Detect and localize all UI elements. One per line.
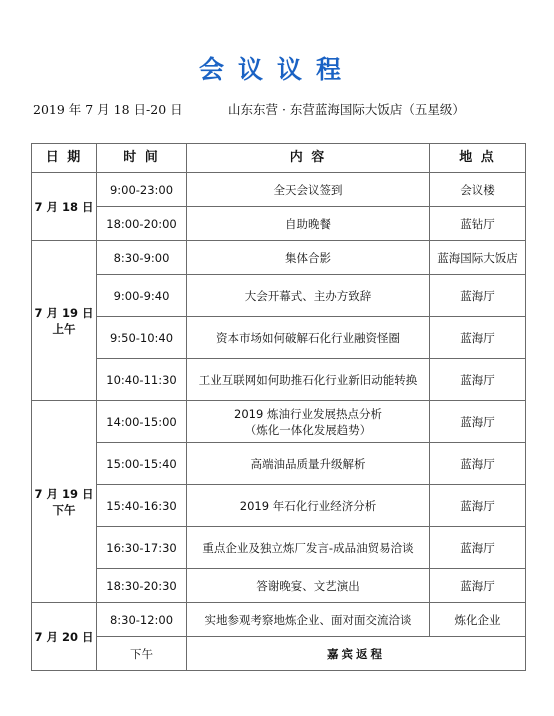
- content-cell: [187, 527, 430, 569]
- time-cell: 15:40-16:30: [97, 485, 187, 527]
- content-cell: [187, 637, 526, 671]
- date-cell: [32, 603, 97, 671]
- content-line: 重点企业及独立炼厂发言-成品油贸易洽谈: [202, 540, 414, 555]
- content-line: 2019 年石化行业经济分析: [239, 498, 377, 513]
- content-cell: [187, 401, 430, 443]
- place-cell: 蓝海厅: [430, 443, 526, 485]
- meeting-date: 2019 年 7 月 18 日-20 日: [33, 102, 183, 117]
- place-cell: 蓝钻厅: [430, 207, 526, 241]
- date-line: 上午: [52, 321, 76, 336]
- table-row: [32, 603, 526, 637]
- time-cell: 10:40-11:30: [97, 359, 187, 401]
- content-cell: [187, 603, 430, 637]
- page-title: 会议议程: [198, 55, 355, 84]
- date-line: 下午: [52, 502, 76, 517]
- time-cell: 9:00-9:40: [97, 275, 187, 317]
- table-row: [32, 275, 526, 317]
- date-cell: [32, 401, 97, 603]
- date-line: 7 月 19 日: [34, 486, 94, 501]
- place-cell: 蓝海厅: [430, 317, 526, 359]
- time-cell: 8:30-9:00: [97, 241, 187, 275]
- content-cell: [187, 569, 430, 603]
- content-cell: [187, 359, 430, 401]
- place-cell: 蓝海厅: [430, 359, 526, 401]
- content-line: 集体合影: [285, 250, 331, 265]
- content-line: 全天会议签到: [273, 182, 343, 197]
- time-cell: 16:30-17:30: [97, 527, 187, 569]
- place-cell: 蓝海国际大饭店: [430, 241, 526, 275]
- table-row: [32, 443, 526, 485]
- time-cell: 18:00-20:00: [97, 207, 187, 241]
- content-cell: [187, 485, 430, 527]
- time-cell: 8:30-12:00: [97, 603, 187, 637]
- table-row: [32, 569, 526, 603]
- content-line: 答谢晚宴、文艺演出: [256, 578, 360, 593]
- time-cell: 18:30-20:30: [97, 569, 187, 603]
- header-place: 地 点: [430, 144, 526, 173]
- content-line: 高端油品质量升级解析: [250, 456, 366, 471]
- place-cell: 会议楼: [430, 173, 526, 207]
- content-line: 工业互联网如何助推石化行业新旧动能转换: [198, 372, 418, 387]
- time-cell: 15:00-15:40: [97, 443, 187, 485]
- table-row: [32, 207, 526, 241]
- header-time: 时 间: [97, 144, 187, 173]
- agenda-table: [31, 143, 526, 671]
- table-row: [32, 241, 526, 275]
- table-row: [32, 173, 526, 207]
- time-cell: 9:50-10:40: [97, 317, 187, 359]
- content-cell: [187, 275, 430, 317]
- content-cell: [187, 443, 430, 485]
- time-cell: 9:00-23:00: [97, 173, 187, 207]
- date-cell: [32, 173, 97, 241]
- table-row: [32, 527, 526, 569]
- date-line: 7 月 19 日: [34, 305, 94, 320]
- content-cell: [187, 241, 430, 275]
- place-cell: 蓝海厅: [430, 485, 526, 527]
- time-cell: 下午: [97, 637, 187, 671]
- date-cell: [32, 241, 97, 401]
- date-line: 7 月 18 日: [34, 199, 94, 214]
- table-row: [32, 317, 526, 359]
- table-header-row: [32, 144, 526, 173]
- meeting-venue: 山东东营 · 东营蓝海国际大饭店（五星级）: [228, 102, 465, 117]
- content-line: 嘉宾返程: [327, 646, 385, 661]
- content-line: 自助晚餐: [285, 216, 331, 231]
- content-cell: [187, 207, 430, 241]
- place-cell: 蓝海厅: [430, 401, 526, 443]
- table-row: [32, 485, 526, 527]
- agenda-body: [32, 173, 526, 671]
- header-content: 内 容: [187, 144, 430, 173]
- time-cell: 14:00-15:00: [97, 401, 187, 443]
- content-line: 资本市场如何破解石化行业融资怪圈: [216, 330, 400, 345]
- content-cell: [187, 317, 430, 359]
- content-line: 2019 炼油行业发展热点分析: [234, 406, 382, 421]
- table-row: [32, 401, 526, 443]
- date-line: 7 月 20 日: [34, 629, 94, 644]
- place-cell: 蓝海厅: [430, 569, 526, 603]
- content-line: （炼化一体化发展趋势）: [244, 422, 372, 437]
- place-cell: 蓝海厅: [430, 527, 526, 569]
- content-line: 实地参观考察地炼企业、面对面交流洽谈: [204, 612, 412, 627]
- table-row: [32, 637, 526, 671]
- content-line: 大会开幕式、主办方致辞: [244, 288, 372, 303]
- place-cell: 炼化企业: [430, 603, 526, 637]
- place-cell: 蓝海厅: [430, 275, 526, 317]
- content-cell: [187, 173, 430, 207]
- table-row: [32, 359, 526, 401]
- header-date: 日 期: [32, 144, 97, 173]
